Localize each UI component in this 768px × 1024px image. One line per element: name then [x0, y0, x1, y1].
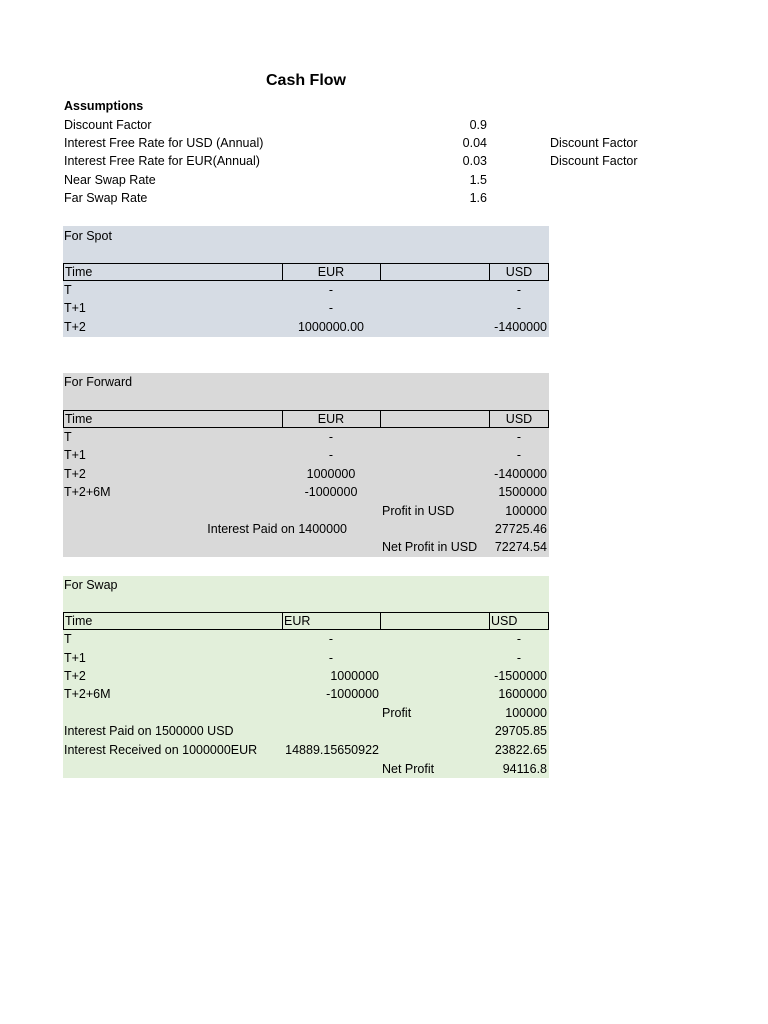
- swap-heading: For Swap: [64, 578, 118, 592]
- swap-header-eur: EUR: [284, 614, 311, 628]
- table-row-usd: -1400000: [494, 320, 547, 334]
- assumption-value: 0.9: [469, 118, 487, 132]
- table-row-time: T+1: [64, 448, 86, 462]
- table-row-eur: 1000000: [306, 467, 356, 481]
- assumptions-heading: Assumptions: [64, 99, 144, 113]
- forward-header-row: [63, 410, 549, 428]
- table-row-usd: -: [516, 632, 522, 646]
- page-title: Cash Flow: [265, 72, 346, 89]
- swap-header-usd: USD: [491, 614, 518, 628]
- table-row-usd: -1400000: [494, 467, 547, 481]
- table-row-time: T+2: [64, 320, 86, 334]
- table-row-usd: 1500000: [498, 485, 547, 499]
- assumption-value: 0.03: [462, 154, 487, 168]
- forward-profit-value: 100000: [505, 504, 547, 518]
- spot-header-eur: EUR: [317, 265, 345, 279]
- spot-header-usd: USD: [505, 265, 533, 279]
- table-row-usd: -: [516, 430, 522, 444]
- swap-net-profit-label: Net Profit: [382, 762, 435, 776]
- table-row-time: T+2: [64, 669, 86, 683]
- swap-interest-received-label: Interest Received on 1000000EUR: [64, 743, 258, 757]
- assumption-note: Discount Factor: [550, 154, 638, 168]
- table-row-usd: -: [516, 651, 522, 665]
- assumption-note: Discount Factor: [550, 136, 638, 150]
- table-row-usd: 1600000: [498, 687, 547, 701]
- table-row-eur: -1000000: [304, 485, 358, 499]
- swap-net-profit-value: 94116.8: [502, 762, 547, 776]
- swap-interest-received-usd: 23822.65: [494, 743, 547, 757]
- spot-heading: For Spot: [64, 229, 112, 243]
- table-row-eur: -: [328, 632, 334, 646]
- table-row-usd: -1500000: [494, 669, 547, 683]
- swap-header-time: Time: [65, 614, 93, 628]
- forward-header-usd: USD: [505, 412, 533, 426]
- spot-header-row: [63, 263, 549, 281]
- forward-net-profit-label: Net Profit in USD: [382, 540, 478, 554]
- swap-profit-label: Profit: [382, 706, 412, 720]
- swap-interest-paid-label: Interest Paid on 1500000 USD: [64, 724, 234, 738]
- table-row-usd: -: [516, 301, 522, 315]
- forward-net-profit-value: 72274.54: [494, 540, 547, 554]
- forward-interest-label: Interest Paid on 1400000: [207, 522, 347, 536]
- assumption-value: 1.5: [469, 173, 487, 187]
- table-row-time: T+2: [64, 467, 86, 481]
- assumption-value: 1.6: [469, 191, 487, 205]
- forward-profit-label: Profit in USD: [382, 504, 455, 518]
- table-row-time: T+1: [64, 301, 86, 315]
- table-row-eur: -: [328, 301, 334, 315]
- table-row-eur: -: [328, 283, 334, 297]
- table-row-time: T+1: [64, 651, 86, 665]
- assumption-label: Interest Free Rate for USD (Annual): [64, 136, 264, 150]
- table-row-usd: -: [516, 283, 522, 297]
- table-row-eur: 1000000.00: [297, 320, 365, 334]
- table-row-time: T+2+6M: [64, 485, 111, 499]
- table-row-eur: -: [328, 448, 334, 462]
- forward-header-time: Time: [65, 412, 93, 426]
- swap-interest-paid-value: 29705.85: [494, 724, 547, 738]
- assumption-label: Far Swap Rate: [64, 191, 148, 205]
- assumption-value: 0.04: [462, 136, 487, 150]
- table-row-time: T: [64, 283, 72, 297]
- table-row-time: T: [64, 632, 72, 646]
- spot-header-time: Time: [65, 265, 93, 279]
- table-row-eur: 1000000: [330, 669, 379, 683]
- assumption-label: Interest Free Rate for EUR(Annual): [64, 154, 260, 168]
- forward-heading: For Forward: [64, 375, 133, 389]
- forward-interest-value: 27725.46: [494, 522, 547, 536]
- swap-header-row: [63, 612, 549, 630]
- swap-interest-received-eur: 14889.15650922: [285, 743, 379, 757]
- table-row-eur: -1000000: [326, 687, 379, 701]
- assumption-label: Discount Factor: [64, 118, 152, 132]
- table-row-eur: -: [328, 430, 334, 444]
- table-row-time: T: [64, 430, 72, 444]
- table-row-usd: -: [516, 448, 522, 462]
- forward-header-eur: EUR: [317, 412, 345, 426]
- table-row-time: T+2+6M: [64, 687, 111, 701]
- swap-profit-value: 100000: [505, 706, 547, 720]
- table-row-eur: -: [328, 651, 334, 665]
- assumption-label: Near Swap Rate: [64, 173, 156, 187]
